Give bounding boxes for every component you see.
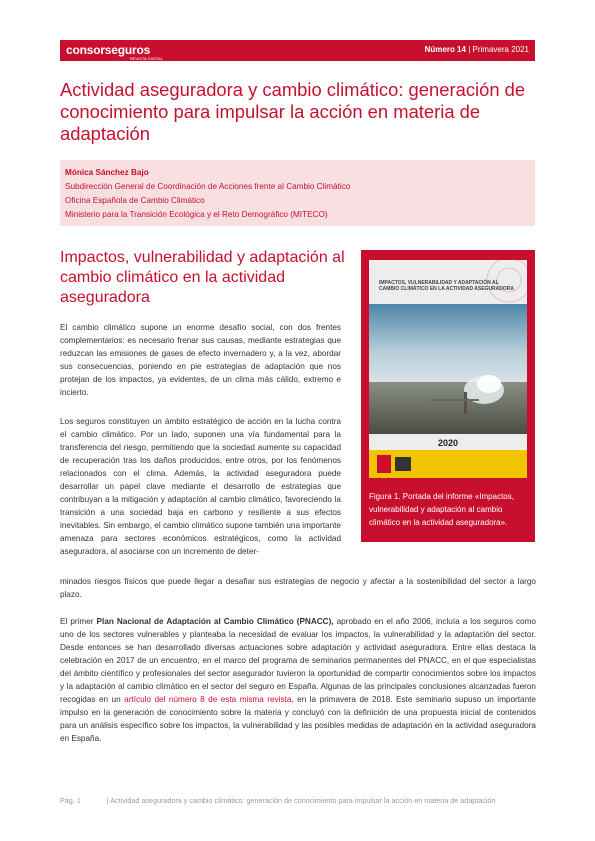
- figure-caption: Figura 1. Portada del informe «Impactos, vulnerabilidad y adaptación al cambio climático en la actividad aseguradora».: [369, 492, 514, 527]
- paragraph-1: El cambio climático supone un enorme desafío social, con dos frentes complementarios: es necesario frenar sus causas, mediante estrategias que reduzcan las emisiones de gases de efecto invernadero y, a la vez, abordar sus consecuencias, poniendo en pie estrategias de adaptación que nos protejan de los impactos, ya evidentes, de un clima más cálido, extremo e incierto.: [60, 323, 341, 397]
- consorseguros-logo[interactable]: [66, 43, 163, 61]
- cover-ministry-band: [369, 450, 527, 478]
- paragraph-2-continued: minados riesgos físicos que puede llegar a desafiar sus estrategias de negocio y afectar a la sostenibilidad del sector a largo plazo.: [60, 577, 536, 599]
- page-number: Pág. 1: [60, 796, 81, 805]
- logo-text: consorseguros: [66, 43, 151, 57]
- header-bar: [60, 40, 535, 61]
- paragraph-3-text-a: El primer: [60, 617, 97, 626]
- paragraph-3-text-c: , en la primavera de 2018. Este seminario supuso un importante impulso en la generación de conocimiento sobre la materia y concluyó con la definición de una propuesta inicial de contenidos para un análisis específico sobre los impactos, la vulnerabilidad y las posibles medidas de adaptación en la actividad aseguradora en España.: [60, 695, 536, 743]
- cover-title: IMPACTOS, VULNERABILIDAD Y ADAPTACIÓN AL CAMBIO CLIMÁTICO EN LA ACTIVIDAD ASEGURADORA: [379, 280, 514, 292]
- section-title: Impactos, vulnerabilidad y adaptación al cambio climático en la actividad aseguradora: [60, 249, 345, 306]
- issue-season: Primavera 2021: [472, 45, 529, 54]
- author-affiliation-1: Subdirección General de Coordinación de Acciones frente al Cambio Climático: [65, 182, 351, 191]
- article-link[interactable]: artículo del número 8 de esta misma revista: [124, 695, 292, 704]
- paragraph-3: [60, 615, 536, 745]
- logo-subtitle: REVISTA DIGITAL: [130, 56, 163, 61]
- author-affiliation-3: Ministerio para la Transición Ecológica y el Reto Demográfico (MITECO): [65, 210, 328, 219]
- running-title: | Actividad aseguradora y cambio climático: generación de conocimiento para impulsar la acción en materia de adaptación: [106, 796, 496, 805]
- figure-1: [361, 250, 535, 542]
- cover-photo: [369, 304, 527, 434]
- article-title: Actividad aseguradora y cambio climático: generación de conocimiento para impulsar la acción en materia de adaptación: [60, 79, 526, 144]
- paragraph-3-text-b: aprobado en el año 2006, incluía a los seguros como uno de los sectores vulnerables y planteaba la necesidad de evaluar los impactos, la vulnerabilidad y la adaptación del sector. Desde entonces se han desarrollado diversas actuaciones sobre adaptación y actividad aseguradora. Entre ellas destaca la celebración en 2017 de un encuentro, en el marco del programa de seminarios permanentes del PNACC, en el que especialistas del ámbito científico y profesionales del sector asegurador tuvieron la oportunidad de compartir conocimientos sobre los impactos y la adaptación al cambio climático en el sector del seguro en España. Algunas de las principales conclusiones alcanzadas fueron recogidas en un: [60, 617, 536, 704]
- ministry-logo-icon: [395, 457, 411, 471]
- author-box: [60, 160, 535, 226]
- pnacc-bold: Plan Nacional de Adaptación al Cambio Climático (PNACC),: [96, 617, 334, 626]
- page-footer: [60, 796, 495, 805]
- issue-number: Número 14: [424, 45, 466, 54]
- issue-separator: |: [468, 45, 471, 54]
- cover-year: 2020: [437, 438, 459, 448]
- report-cover-image: [369, 260, 527, 478]
- spain-emblem-icon: [377, 455, 391, 473]
- paragraph-2: Los seguros constituyen un ámbito estratégico de acción en la lucha contra el cambio climático. Por un lado, suponen una vía fundamental para la transferencia del riesgo, permitiendo que la sociedad aumente su capacidad de recuperación tras los daños producidos, entre otros, por los fenómenos relacionados con el clima. Además, la actividad aseguradora puede desarrollar un papel clave mediante el desarrollo de estrategias que contribuyan a la mitigación y adaptación al cambio climático, favoreciendo la transición a una sociedad baja en carbono y resiliente a sus efectos inevitables. Sin embargo, el cambio climático supone también una importante amenaza para sectores económicos estratégicos, como la actividad aseguradora, al asociarse con un incremento de deter-: [60, 417, 341, 556]
- issue-info: [425, 45, 529, 54]
- author-name: Mónica Sánchez Bajo: [65, 168, 149, 177]
- author-affiliation-2: Oficina Española de Cambio Climático: [65, 196, 205, 205]
